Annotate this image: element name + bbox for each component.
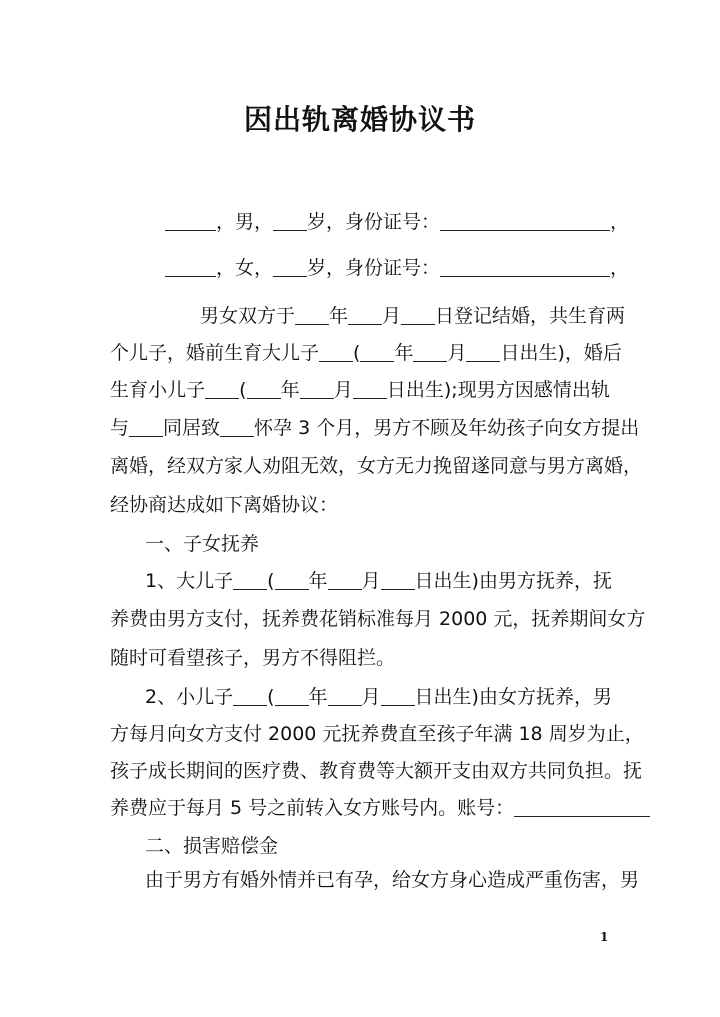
paragraph-line: 离婚，经双方家人劝阻无效，女方无力挽留遂同意与男方离婚， (110, 455, 643, 477)
fill-in-blank (165, 212, 216, 231)
page-number: 1 (600, 930, 609, 944)
paragraph-line: 孩子成长期间的医疗费、教育费等大额开支由双方共同负担。抚 (110, 760, 643, 782)
section-heading: 一、子女抚养 (145, 533, 260, 555)
fill-in-blank (300, 380, 334, 399)
paragraph-line: 由于男方有婚外情并已有孕，给女方身心造成严重伤害，男 (145, 869, 640, 891)
fill-in-blank (328, 687, 362, 706)
fill-in-blank (273, 258, 307, 277)
fill-in-blank (328, 571, 362, 590)
paragraph-line: 生育小儿子 ( 年 月 日出生);现男方因感情出轨 (110, 379, 610, 401)
paragraph-line: 2、小儿子 ( 年 月 日出生)由女方抚养，男 (145, 686, 612, 708)
fill-in-blank (401, 306, 435, 325)
paragraph-line: 随时可看望孩子，男方不得阻拦。 (110, 647, 396, 669)
fill-in-blank (275, 687, 309, 706)
fill-in-blank (413, 343, 447, 362)
fill-in-blank (275, 571, 309, 590)
fill-in-blank (348, 306, 382, 325)
fill-in-blank (466, 343, 500, 362)
section-heading: 二、损害赔偿金 (145, 835, 279, 857)
account-line: 养费应于每月 5 号之前转入女方账号内。账号： (110, 795, 610, 821)
wife-info-line: ，女， 岁，身份证号： ， (165, 255, 610, 281)
fill-in-blank (247, 380, 281, 399)
paragraph-line: 个儿子，婚前生育大儿子 ( 年 月 日出生)，婚后 (110, 342, 622, 364)
fill-in-blank (273, 212, 307, 231)
paragraph-line: 男女双方于 年 月 日登记结婚，共生育两 (200, 305, 626, 327)
fill-in-blank (233, 571, 267, 590)
fill-in-blank (233, 687, 267, 706)
fill-in-blank (440, 212, 610, 231)
fill-in-blank (295, 306, 329, 325)
fill-in-blank (353, 380, 387, 399)
paragraph-line: 1、大儿子 ( 年 月 日出生)由男方抚养，抚 (145, 570, 612, 592)
fill-in-blank (129, 418, 163, 437)
paragraph-line: 经协商达成如下离婚协议： (110, 494, 339, 516)
fill-in-blank (514, 798, 650, 817)
paragraph-line: 方每月向女方支付 2000 元抚养费直至孩子年满 18 周岁为止， (110, 723, 644, 745)
fill-in-blank (205, 380, 239, 399)
paragraph-line: 与 同居致 怀孕 3 个月，男方不顾及年幼孩子向女方提出 (110, 417, 640, 439)
husband-info-line: ，男， 岁，身份证号： ， (165, 209, 610, 235)
document-title: 因出轨离婚协议书 (243, 103, 476, 136)
fill-in-blank (165, 258, 216, 277)
fill-in-blank (220, 418, 254, 437)
paragraph-line: 养费由男方支付，抚养费花销标准每月 2000 元，抚养期间女方 (110, 608, 646, 630)
fill-in-blank (381, 571, 415, 590)
fill-in-blank (319, 343, 353, 362)
fill-in-blank (360, 343, 394, 362)
fill-in-blank (381, 687, 415, 706)
fill-in-blank (440, 258, 610, 277)
